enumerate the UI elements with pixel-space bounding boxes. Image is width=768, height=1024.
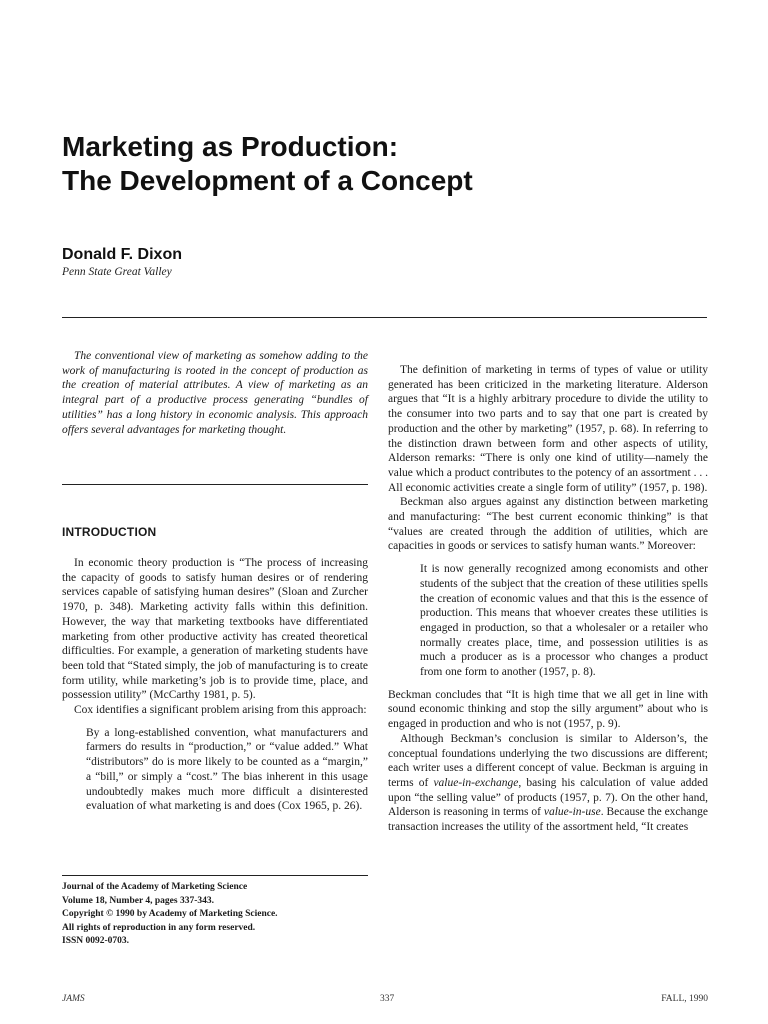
section-heading-introduction: INTRODUCTION xyxy=(62,525,157,539)
cox-block-quote xyxy=(86,726,368,814)
introduction-body xyxy=(62,556,368,820)
footer-issue: FALL, 1990 xyxy=(661,994,708,1004)
intro-paragraph-1: In economic theory production is “The process of increasing the capacity of goods to satisfy human desires or of rendering services capable of satisfying human desires” (Sloan and Zurcher 1970, p. 348). Marketing activity falls within this definition. However, the way that marketing textbooks have differentiated marketing from other productive activity has created theoretical difficulties. For example, a generation of marketing students have been told that “Stated simply, the job of manufacturing is to create form utility, while marketing’s job is to provide time, place, and possession utility” (McCarthy 1981, p. 5). xyxy=(62,557,368,702)
intro-paragraph-2: Cox identifies a significant problem arising from this approach: xyxy=(74,704,367,717)
right-paragraph-1: The definition of marketing in terms of types of value or utility generated has been criticized in the marketing literature. Alderson argues that “It is a highly arbitrary procedure to divide the utility to the consumer into two parts and to say that one part is created by production and the other by marketing” (1957, p. 68). In referring to the distinction drawn between form and other aspects of utility, Alderson remarks: “There is only one kind of utility—namely the value which a product contributes to the potency of an assortment . . . All economic activities create a single form of utility” (1957, p. 198). xyxy=(388,364,708,494)
p4-emphasis-value-in-exchange: value-in-exchange xyxy=(433,776,519,789)
title-line-2: The Development of a Concept xyxy=(62,165,473,196)
title-line-1: Marketing as Production: xyxy=(62,131,399,162)
footnote-rights: All rights of reproduction in any form reserved. xyxy=(62,922,256,933)
footnote-copyright: Copyright © 1990 by Academy of Marketing Science. xyxy=(62,909,278,919)
p4-text-b: , basing his calculation of value added upon “the selling value” of products (1957, p. 7). On the other hand, Alderson is reasoning in terms of xyxy=(388,776,708,819)
footer-page-number: 337 xyxy=(380,994,395,1004)
footnote-issn: ISSN 0092-0703. xyxy=(62,936,130,946)
right-paragraph-4 xyxy=(388,732,708,835)
publication-footnote xyxy=(62,881,368,949)
right-paragraph-2: Beckman also argues against any distinction between marketing and manufacturing: “The best current economic thinking” is that “values are created through the addition of utilities, which are capacities in goods or services to satisfy human wants.” Moreover: xyxy=(388,496,708,553)
footnote-volume: Volume 18, Number 4, pages 337-343. xyxy=(62,895,215,906)
p4-text-a: Although Beckman’s conclusion is similar to Alderson’s, the conceptual foundations underlying the two discussions are different; each writer uses a different concept of value. Beckman is arguing in terms of xyxy=(388,732,708,789)
author-name: Donald F. Dixon xyxy=(62,246,182,263)
header-divider xyxy=(62,317,707,318)
abstract xyxy=(62,349,368,437)
beckman-quote-text: It is now generally recognized among economists and other students of the subject that the creation of these utilities spells the creation of economic values and that this is the essence of production. This means that whoever creates these utilities is engaged in production, so that a wholesaler or a retailer who normally creates place, time, and possession utilities is as much a producer as is a processor who changes a product from one form to another (1957, p. 8). xyxy=(420,563,708,679)
author-affiliation: Penn State Great Valley xyxy=(62,266,172,278)
footnote-journal: Journal of the Academy of Marketing Science xyxy=(62,882,248,892)
beckman-block-quote xyxy=(420,562,708,680)
abstract-divider xyxy=(62,484,368,485)
p4-emphasis-value-in-use: value-in-use xyxy=(543,806,601,819)
paper-title xyxy=(62,130,722,198)
p4-text-c: . Because the exchange transaction increases the utility of the assortment held, “It creates xyxy=(388,806,708,834)
footer-journal: JAMS xyxy=(62,994,85,1004)
right-column-body xyxy=(388,363,708,835)
footnote-divider xyxy=(62,875,368,876)
cox-quote-text: By a long-established convention, what manufacturers and farmers do results in “production,” or “value added.” What “distributors” do is more likely to be counted as a “margin,” a “bill,” or simply a “cost.” The bias inherent in this usage undoubtedly makes much more difficult a disinterested evaluation of what marketing is and does (Cox 1965, p. 26). xyxy=(86,726,368,813)
right-paragraph-3: Beckman concludes that “It is high time that we all get in line with sound economic thinking and stop the silly argument” about who is engaged in production and who is not (1957, p. 9). xyxy=(388,688,708,731)
abstract-text: The conventional view of marketing as somehow adding to the work of manufacturing is rooted in the concept of production as the creation of material attributes. A view of marketing as an integral part of a productive process generating “bundles of utilities” has a long history in economic analysis. This approach offers several advantages for marketing thought. xyxy=(62,350,368,436)
